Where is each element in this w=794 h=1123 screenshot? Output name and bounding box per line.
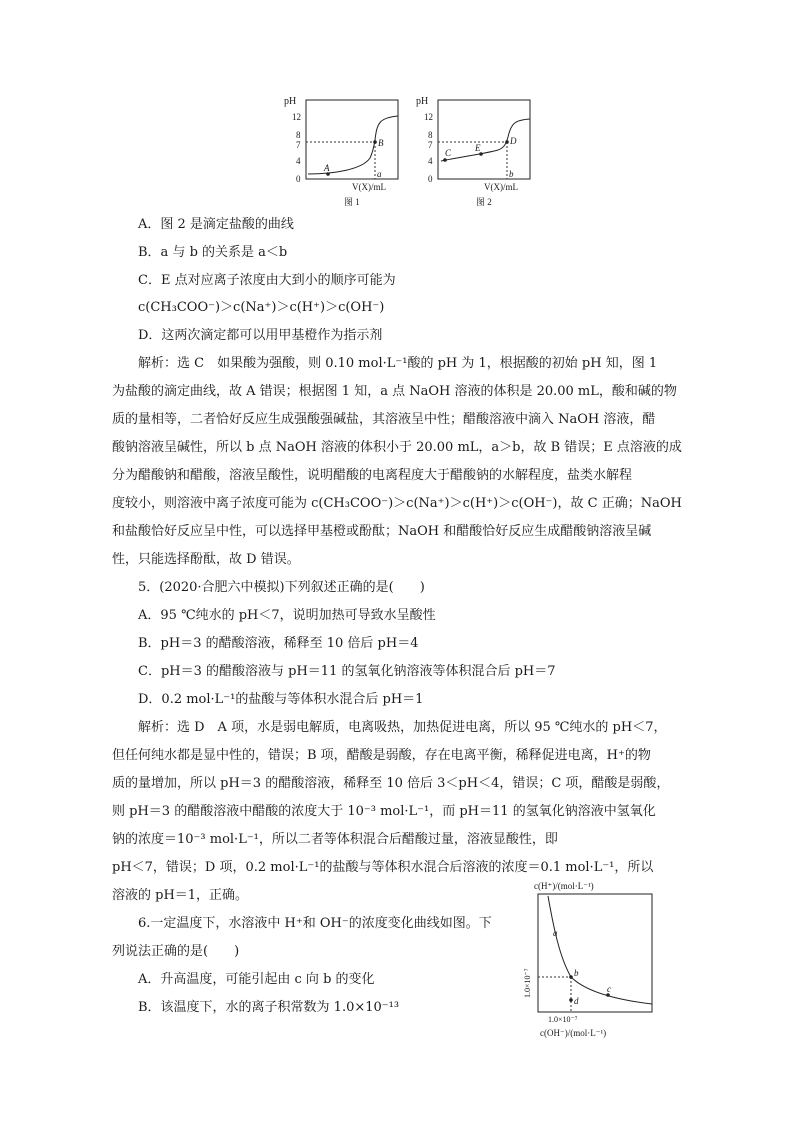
q5-analysis-line: 质的量增加，所以 pH＝3 的醋酸溶液，稀释至 10 倍后 3＜pH＜4，错误；C 项，醋酸是弱酸， <box>112 776 670 791</box>
q6-option-a: A．升高温度，可能引起由 c 向 b 的变化 <box>138 972 375 987</box>
fig1-label-A: A <box>324 163 330 173</box>
fig3-axes-box <box>538 894 652 1012</box>
fig1-mark-a: a <box>377 169 382 179</box>
q4-analysis-line: 解析：选 C 如果酸为强酸，则 0.10 mol·L⁻¹酸的 pH 为 1，根据酸的初始 pH 知，图 1 <box>138 356 658 371</box>
q4-option-c: C．E 点对应离子浓度由大到小的顺序可能为 <box>138 273 396 288</box>
q4-analysis-line: 为盐酸的滴定曲线，故 A 错误；根据图 1 知，a 点 NaOH 溶液的体积是 20.00 mL，酸和碱的物 <box>112 384 677 399</box>
figure-1 <box>282 92 402 214</box>
q5-analysis-line: 解析：选 D A 项，水是弱电解质，电离吸热，加热促进电离，所以 95 ℃纯水的 pH＜7， <box>138 720 667 735</box>
figure-2 <box>414 92 534 214</box>
fig3-label-c: c <box>607 984 611 994</box>
fig2-ytick-0: 0 <box>428 174 433 184</box>
q5-analysis-line: 溶液的 pH＝1，正确。 <box>112 888 249 903</box>
fig1-ytick-0: 0 <box>296 174 301 184</box>
q4-analysis-line: 分为醋酸钠和醋酸，溶液呈酸性，说明醋酸的电离程度大于醋酸钠的水解程度，盐类水解程 <box>112 468 633 483</box>
fig1-ylabel: pH <box>284 96 297 107</box>
fig3-label-b: b <box>574 968 579 978</box>
q4-analysis-line: 性，只能选择酚酞，故 D 错误。 <box>112 552 300 567</box>
q4-option-a: A．图 2 是滴定盐酸的曲线 <box>138 217 294 232</box>
q5-analysis-line: 钠的浓度＝10⁻³ mol·L⁻¹，所以二者等体积混合后醋酸过量，溶液显酸性，即 <box>112 832 558 847</box>
q4-analysis-line: 度较小，则溶液中离子浓度可能为 c(CH₃COO⁻)＞c(Na⁺)＞c(H⁺)＞c(OH⁻)，故 C 正确；NaOH <box>112 496 682 511</box>
fig1-ytick-8: 8 <box>296 130 301 140</box>
q5-analysis-line: 则 pH＝3 的醋酸溶液中醋酸的浓度大于 10⁻³ mol·L⁻¹，而 pH＝11 的氢氧化钠溶液中氢氧化 <box>112 804 656 819</box>
fig1-titration-curve <box>308 116 398 174</box>
figure-3 <box>508 880 658 1040</box>
fig3-label-d: d <box>574 996 579 1006</box>
fig2-point-D <box>505 140 509 144</box>
q6-option-b: B．该温度下，水的离子积常数为 1.0×10⁻¹³ <box>138 1000 400 1015</box>
fig1-axes-box <box>306 100 398 179</box>
fig1-label-B: B <box>378 138 384 148</box>
q5-analysis-line: 但任何纯水都是显中性的，错误；B 项，醋酸是弱酸，存在电离平衡，稀释促进电离，H⁺的物 <box>112 748 651 763</box>
fig2-label-D: D <box>510 136 517 146</box>
fig3-xlabel: c(OH⁻)/(mol·L⁻¹) <box>540 1028 607 1038</box>
fig2-label-E: E <box>475 143 481 153</box>
q5-option-a: A．95 ℃纯水的 pH＜7，说明加热可导致水呈酸性 <box>138 608 436 623</box>
fig1-caption: 图 1 <box>344 197 360 207</box>
fig2-caption: 图 2 <box>476 197 492 207</box>
figure-2-plot <box>414 92 534 214</box>
fig2-ylabel: pH <box>416 96 429 107</box>
q5-option-c: C．pH＝3 的醋酸溶液与 pH＝11 的氢氧化钠溶液等体积混合后 pH＝7 <box>138 664 556 679</box>
q6-stem-line: 6.一定温度下，水溶液中 H⁺和 OH⁻的浓度变化曲线如图。下 <box>138 916 492 931</box>
q4-option-c-formula: c(CH₃COO⁻)＞c(Na⁺)＞c(H⁺)＞c(OH⁻) <box>138 300 385 315</box>
q4-option-d: D．这两次滴定都可以用甲基橙作为指示剂 <box>138 328 383 343</box>
fig2-titration-curve <box>441 119 530 161</box>
fig2-point-C <box>443 158 447 162</box>
fig3-curve <box>548 896 652 1004</box>
q5-option-b: B．pH＝3 的醋酸溶液，稀释至 10 倍后 pH＝4 <box>138 636 419 651</box>
q6-stem-line: 列说法正确的是( ) <box>112 944 240 959</box>
q4-analysis-line: 和盐酸恰好反应呈中性，可以选择甲基橙或酚酞；NaOH 和醋酸恰好反应生成醋酸钠溶液呈碱 <box>112 524 652 539</box>
q4-analysis-line: 质的量相等，二者恰好反应生成强酸强碱盐，其溶液呈中性；醋酸溶液中滴入 NaOH 溶液，醋 <box>112 412 656 427</box>
q5-stem: 5．(2020·合肥六中模拟)下列叙述正确的是( ) <box>138 580 425 595</box>
fig2-ytick-12: 12 <box>424 112 433 122</box>
fig1-ytick-4: 4 <box>296 156 301 166</box>
figure-3-plot <box>508 880 658 1040</box>
fig3-label-a: a <box>553 928 558 938</box>
fig3-ytick: 1.0×10⁻⁷ <box>523 968 532 998</box>
fig3-point-b <box>569 975 573 979</box>
figure-1-plot <box>282 92 402 214</box>
fig2-mark-b: b <box>509 169 514 179</box>
fig1-ytick-12: 12 <box>292 112 301 122</box>
q5-analysis-line: pH＜7，错误；D 项，0.2 mol·L⁻¹的盐酸与等体积水混合后溶液的浓度＝0.1 mol·L⁻¹，所以 <box>112 860 654 875</box>
fig2-label-C: C <box>445 148 452 158</box>
fig3-ylabel: c(H⁺)/(mol·L⁻¹) <box>534 881 594 891</box>
fig2-xlabel: V(X)/mL <box>484 182 518 192</box>
q4-analysis-line: 酸钠溶液呈碱性，所以 b 点 NaOH 溶液的体积小于 20.00 mL，a＞b，故 B 错误；E 点溶液的成 <box>112 440 682 455</box>
fig2-ytick-4: 4 <box>428 156 433 166</box>
fig1-point-B <box>373 140 377 144</box>
fig2-ytick-8: 8 <box>428 130 433 140</box>
fig3-xtick: 1.0×10⁻⁷ <box>548 1015 578 1024</box>
q5-option-d: D．0.2 mol·L⁻¹的盐酸与等体积水混合后 pH＝1 <box>138 692 424 707</box>
fig2-ytick-7: 7 <box>428 140 433 150</box>
fig1-xlabel: V(X)/mL <box>352 182 386 192</box>
q4-option-b: B．a 与 b 的关系是 a＜b <box>138 245 288 260</box>
fig3-point-d <box>569 998 573 1002</box>
fig1-ytick-7: 7 <box>296 140 301 150</box>
